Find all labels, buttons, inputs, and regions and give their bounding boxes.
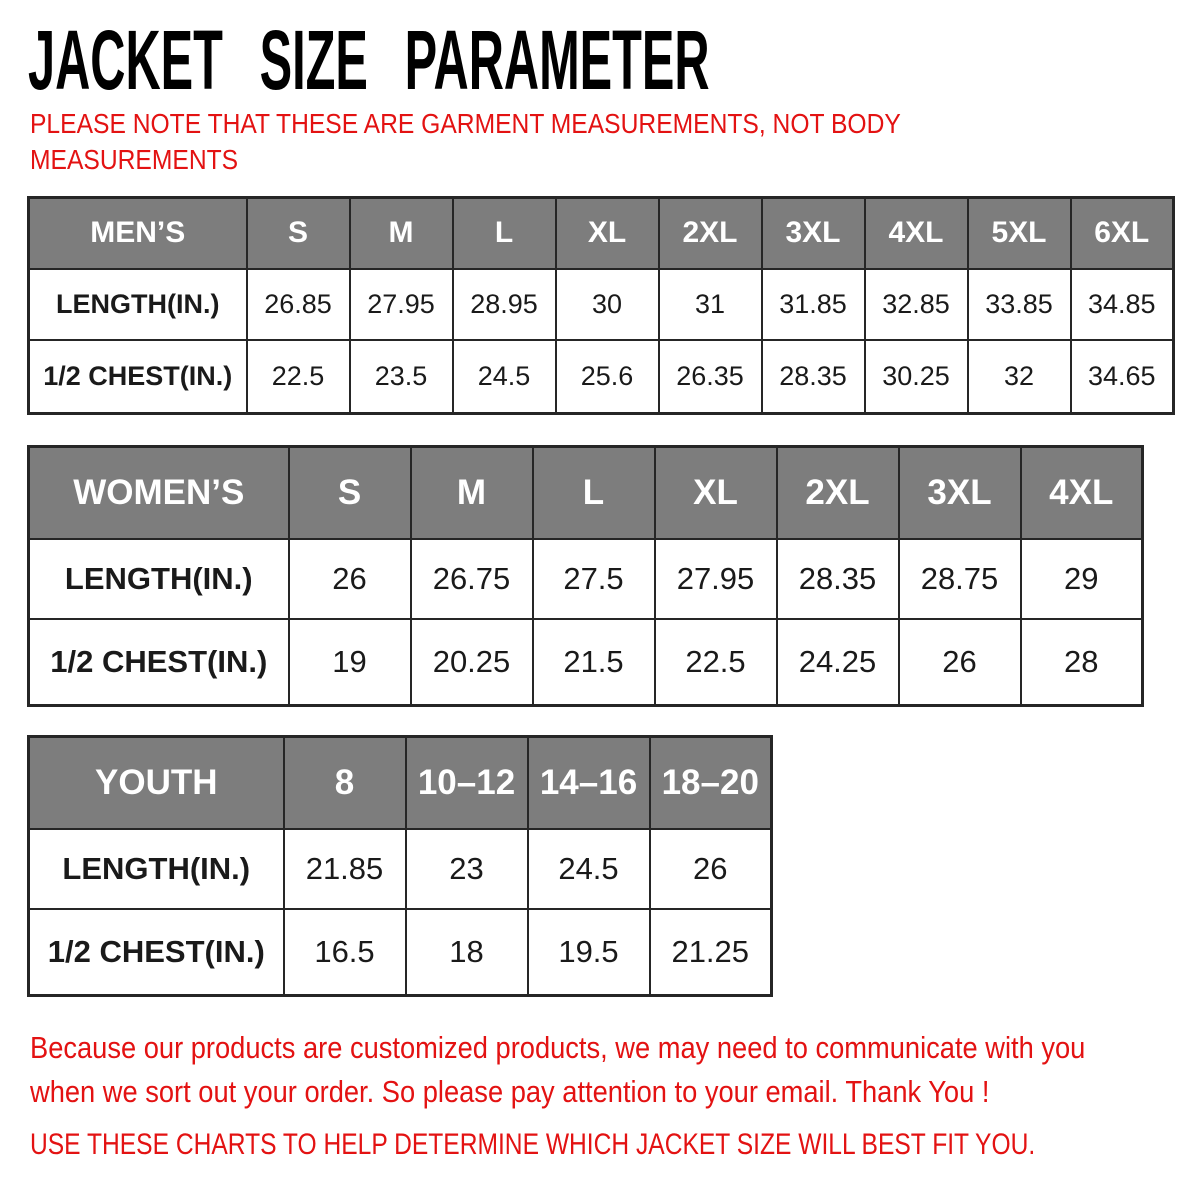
mens-chest-value: 32 xyxy=(968,340,1071,414)
mens-length-value: 34.85 xyxy=(1071,269,1174,340)
mens-length-value: 33.85 xyxy=(968,269,1071,340)
mens-size-table xyxy=(27,196,1175,415)
mens-chest-row xyxy=(29,340,1174,414)
womens-length-value: 26 xyxy=(289,539,411,619)
mens-chest-value: 24.5 xyxy=(453,340,556,414)
mens-size-header: 2XL xyxy=(659,198,762,269)
womens-chest-value: 21.5 xyxy=(533,619,655,706)
womens-size-header: L xyxy=(533,447,655,539)
womens-chest-row xyxy=(29,619,1143,706)
mens-size-header: 3XL xyxy=(762,198,865,269)
youth-length-row-label: LENGTH(IN.) xyxy=(29,829,284,909)
mens-chest-value: 26.35 xyxy=(659,340,762,414)
womens-size-header: S xyxy=(289,447,411,539)
mens-length-value: 31.85 xyxy=(762,269,865,340)
youth-size-header: 10–12 xyxy=(406,737,528,829)
youth-size-table xyxy=(27,735,773,997)
womens-chest-value: 24.25 xyxy=(777,619,899,706)
womens-length-value: 28.75 xyxy=(899,539,1021,619)
mens-size-header: 5XL xyxy=(968,198,1071,269)
mens-length-row-label: LENGTH(IN.) xyxy=(29,269,247,340)
youth-chest-value: 21.25 xyxy=(650,909,772,996)
womens-table-header: WOMEN’S xyxy=(29,447,289,539)
mens-size-header: S xyxy=(247,198,350,269)
mens-table-header: MEN’S xyxy=(29,198,247,269)
womens-length-value: 28.35 xyxy=(777,539,899,619)
womens-chest-value: 22.5 xyxy=(655,619,777,706)
womens-length-row xyxy=(29,539,1143,619)
womens-size-header: XL xyxy=(655,447,777,539)
womens-size-header: 4XL xyxy=(1021,447,1143,539)
youth-size-header: 18–20 xyxy=(650,737,772,829)
mens-size-header: L xyxy=(453,198,556,269)
youth-length-value: 23 xyxy=(406,829,528,909)
womens-length-value: 26.75 xyxy=(411,539,533,619)
mens-chest-value: 28.35 xyxy=(762,340,865,414)
garment-measurement-note: PLEASE NOTE THAT THESE ARE GARMENT MEASUREMENTS, NOT BODY MEASUREMENTS xyxy=(30,108,901,176)
youth-length-value: 21.85 xyxy=(284,829,406,909)
womens-chest-value: 20.25 xyxy=(411,619,533,706)
mens-length-value: 26.85 xyxy=(247,269,350,340)
womens-length-value: 27.95 xyxy=(655,539,777,619)
mens-length-value: 28.95 xyxy=(453,269,556,340)
womens-chest-value: 26 xyxy=(899,619,1021,706)
womens-size-header: 2XL xyxy=(777,447,899,539)
mens-length-value: 30 xyxy=(556,269,659,340)
mens-size-header: 4XL xyxy=(865,198,968,269)
mens-length-value: 32.85 xyxy=(865,269,968,340)
youth-size-header: 8 xyxy=(284,737,406,829)
mens-chest-value: 23.5 xyxy=(350,340,453,414)
womens-chest-value: 19 xyxy=(289,619,411,706)
mens-length-value: 27.95 xyxy=(350,269,453,340)
chart-usage-notice: USE THESE CHARTS TO HELP DETERMINE WHICH JACKET SIZE WILL BEST FIT YOU. xyxy=(30,1128,1036,1161)
mens-chest-value: 25.6 xyxy=(556,340,659,414)
youth-chest-row-label: 1/2 CHEST(IN.) xyxy=(29,909,284,996)
youth-length-row xyxy=(29,829,772,909)
youth-chest-value: 19.5 xyxy=(528,909,650,996)
womens-chest-row-label: 1/2 CHEST(IN.) xyxy=(29,619,289,706)
mens-size-header: 6XL xyxy=(1071,198,1174,269)
womens-size-table xyxy=(27,445,1144,707)
youth-length-value: 26 xyxy=(650,829,772,909)
mens-size-header: M xyxy=(350,198,453,269)
youth-table-header: YOUTH xyxy=(29,737,284,829)
womens-size-header: M xyxy=(411,447,533,539)
page-title: JACKET SIZE PARAMETER xyxy=(28,13,710,107)
mens-chest-value: 30.25 xyxy=(865,340,968,414)
youth-chest-value: 16.5 xyxy=(284,909,406,996)
womens-chest-value: 28 xyxy=(1021,619,1143,706)
mens-chest-value: 34.65 xyxy=(1071,340,1174,414)
womens-length-value: 27.5 xyxy=(533,539,655,619)
youth-length-value: 24.5 xyxy=(528,829,650,909)
womens-length-row-label: LENGTH(IN.) xyxy=(29,539,289,619)
youth-chest-row xyxy=(29,909,772,996)
customization-notice: Because our products are customized products, we may need to communicate with you when we sort out your order. So please pay attention to your email. Thank You ! xyxy=(30,1030,1086,1110)
mens-size-header: XL xyxy=(556,198,659,269)
mens-length-value: 31 xyxy=(659,269,762,340)
womens-length-value: 29 xyxy=(1021,539,1143,619)
womens-size-header: 3XL xyxy=(899,447,1021,539)
mens-chest-row-label: 1/2 CHEST(IN.) xyxy=(29,340,247,414)
youth-size-header: 14–16 xyxy=(528,737,650,829)
mens-length-row xyxy=(29,269,1174,340)
youth-chest-value: 18 xyxy=(406,909,528,996)
mens-chest-value: 22.5 xyxy=(247,340,350,414)
